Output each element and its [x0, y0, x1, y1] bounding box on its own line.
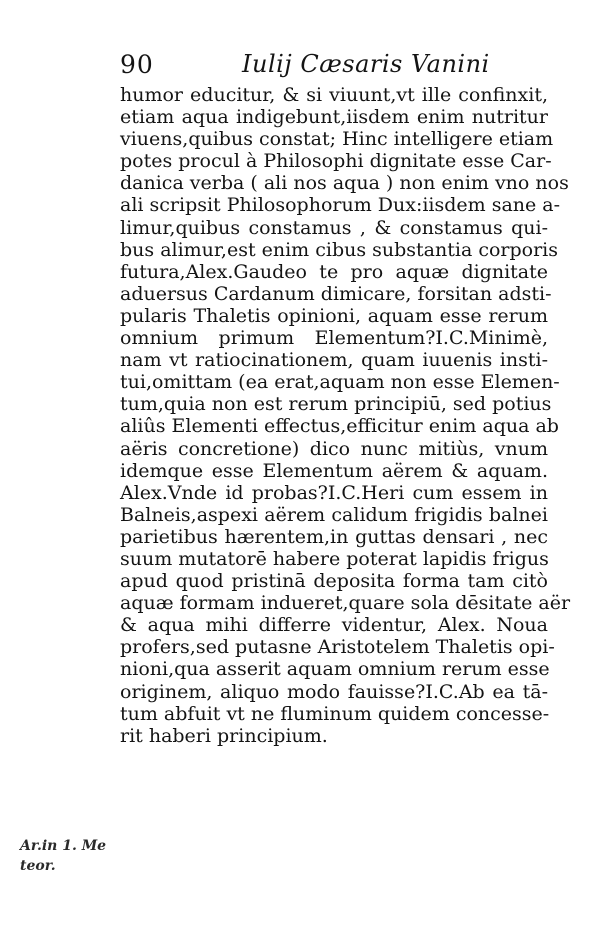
- page-header: [120, 50, 540, 84]
- running-head: Iulij Cæsaris Vanini: [242, 50, 490, 78]
- text-line: originem, aliquo modo fauisse?I.C.Ab ea tā-: [120, 680, 548, 703]
- page-number: 90: [120, 50, 154, 79]
- text-line: & aqua mihi differre videntur, Alex. Noua: [120, 614, 548, 637]
- text-line: aëris concretione) dico nunc mitiùs, vnum: [120, 437, 548, 460]
- body-text: [120, 84, 571, 747]
- text-line: tum,quia non est rerum principiū, sed potius: [120, 393, 552, 416]
- text-line: aquæ formam indueret,quare sola dēsitate aër: [120, 592, 571, 615]
- margin-note-line: Ar.in 1. Me: [20, 838, 107, 854]
- text-line: futura,Alex.Gaudeo te pro aquæ dignitate: [120, 260, 548, 283]
- text-line: limur,quibus constamus , & constamus qui-: [120, 216, 548, 239]
- text-line: ali scripsit Philosophorum Dux:iisdem sane a-: [120, 194, 561, 217]
- text-line: suum mutatorē habere poterat lapidis frigus: [120, 547, 549, 570]
- text-line: viuens,quibus constat; Hinc intelligere etiam: [120, 128, 554, 151]
- text-line: tum abfuit vt ne fluminum quidem concesse-: [120, 702, 550, 725]
- text-line: parietibus hærentem,in guttas densari , nec: [120, 525, 548, 548]
- text-line: rit haberi principium.: [120, 724, 328, 747]
- text-line: nioni,qua asserit aquam omnium rerum esse: [120, 658, 550, 681]
- text-line: profers,sed putasne Aristotelem Thaletis opi-: [120, 636, 555, 659]
- text-line: Balneis,aspexi aërem calidum frigidis balnei: [120, 503, 548, 526]
- text-line: apud quod pristinā deposita forma tam citò: [120, 570, 548, 593]
- margin-note-line: teor.: [20, 858, 56, 874]
- text-line: tui,omittam (ea erat,aquam non esse Elemen-: [120, 371, 560, 394]
- margin-note: [20, 836, 130, 876]
- text-line: etiam aqua indigebunt,iisdem enim nutritur: [120, 106, 548, 129]
- text-line: bus alimur,est enim cibus substantia corporis: [120, 238, 559, 261]
- text-line: potes procul à Philosophi dignitate esse Car-: [120, 150, 552, 173]
- text-line: aliûs Elementi effectus,efficitur enim aqua ab: [120, 415, 559, 438]
- text-line: humor educitur, & si viuunt,vt ille confinxit,: [120, 84, 548, 106]
- text-line: aduersus Cardanum dimicare, forsitan adsti-: [120, 282, 552, 305]
- text-line: pularis Thaletis opinioni, aquam esse rerum: [120, 304, 548, 327]
- text-line: omnium primum Elementum?I.C.Minimè,: [120, 327, 548, 350]
- text-line: idemque esse Elementum aërem & aquam.: [120, 459, 548, 482]
- text-line: nam vt ratiocinationem, quam iuuenis insti-: [120, 349, 548, 372]
- text-line: danica verba ( ali nos aqua ) non enim vno nos: [120, 172, 569, 195]
- text-line: Alex.Vnde id probas?I.C.Heri cum essem in: [120, 481, 548, 504]
